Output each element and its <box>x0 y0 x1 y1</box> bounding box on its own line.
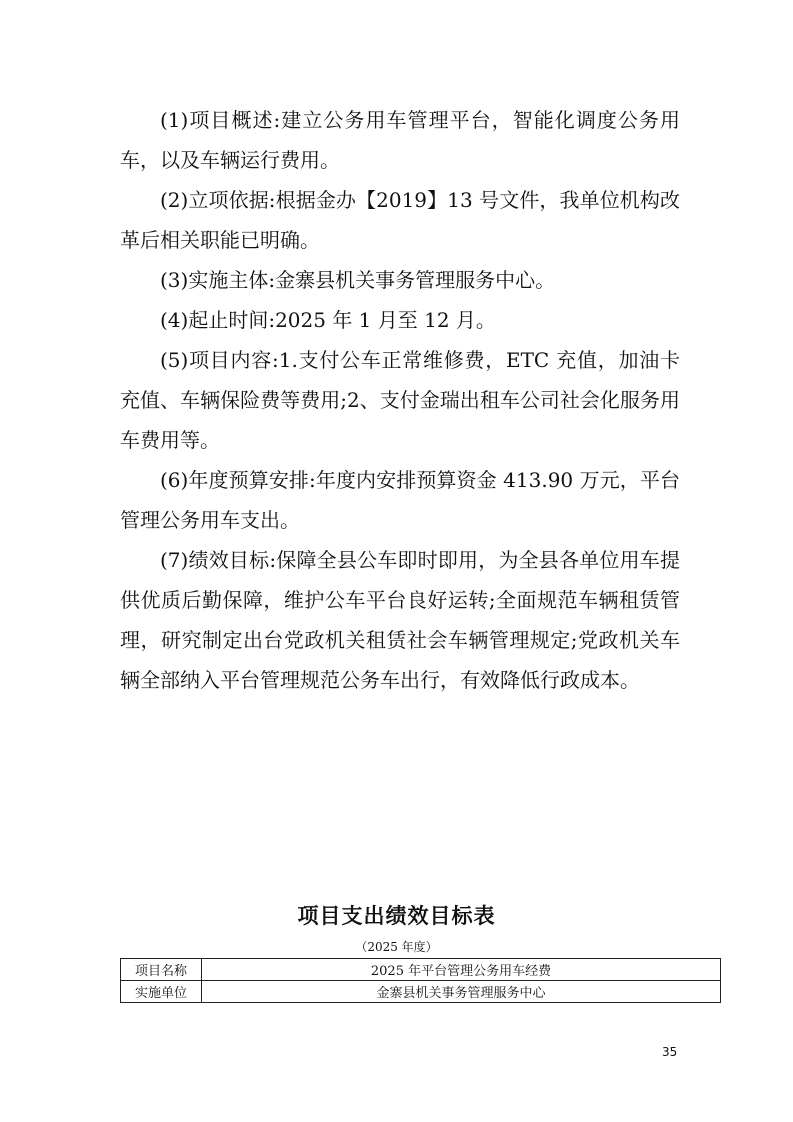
paragraph-implementing-body: (3)实施主体:金寨县机关事务管理服务中心。 <box>160 268 556 292</box>
table-row <box>121 959 721 981</box>
table-row <box>121 981 721 1003</box>
table-row-value: 金寨县机关事务管理服务中心 <box>202 981 721 1003</box>
paragraph-performance-goals: (7)绩效目标:保障全县公车即时即用，为全县各单位用车提供优质后勤保障，维护公车平台良好运转;全面规范车辆租赁管理，研究制定出台党政机关租赁社会车辆管理规定;党政机关车辆全部纳入平台管理规范公务车出行，有效降低行政成本。 <box>120 548 680 692</box>
table-row-label: 项目名称 <box>121 959 202 981</box>
body-text <box>120 100 680 700</box>
performance-target-table <box>120 958 721 1003</box>
table-title: 项目支出绩效目标表 <box>297 903 496 928</box>
paragraph-project-content: (5)项目内容:1.支付公车正常维修费，ETC 充值，加油卡充值、车辆保险费等费用;2、支付金瑞出租车公司社会化服务用车费用等。 <box>120 348 680 452</box>
table-row-value: 2025 年平台管理公务用车经费 <box>202 959 721 981</box>
table-year: （2025 年度） <box>355 940 438 954</box>
paragraph-project-basis: (2)立项依据:根据金办【2019】13 号文件，我单位机构改革后相关职能已明确。 <box>120 188 680 252</box>
page-number: 35 <box>662 1045 678 1059</box>
paragraph-project-overview: (1)项目概述:建立公务用车管理平台，智能化调度公务用车，以及车辆运行费用。 <box>120 108 680 172</box>
table-row-label: 实施单位 <box>121 981 202 1003</box>
paragraph-time-period: (4)起止时间:2025 年 1 月至 12 月。 <box>160 308 496 332</box>
paragraph-annual-budget: (6)年度预算安排:年度内安排预算资金 413.90 万元，平台管理公务用车支出。 <box>120 468 680 532</box>
